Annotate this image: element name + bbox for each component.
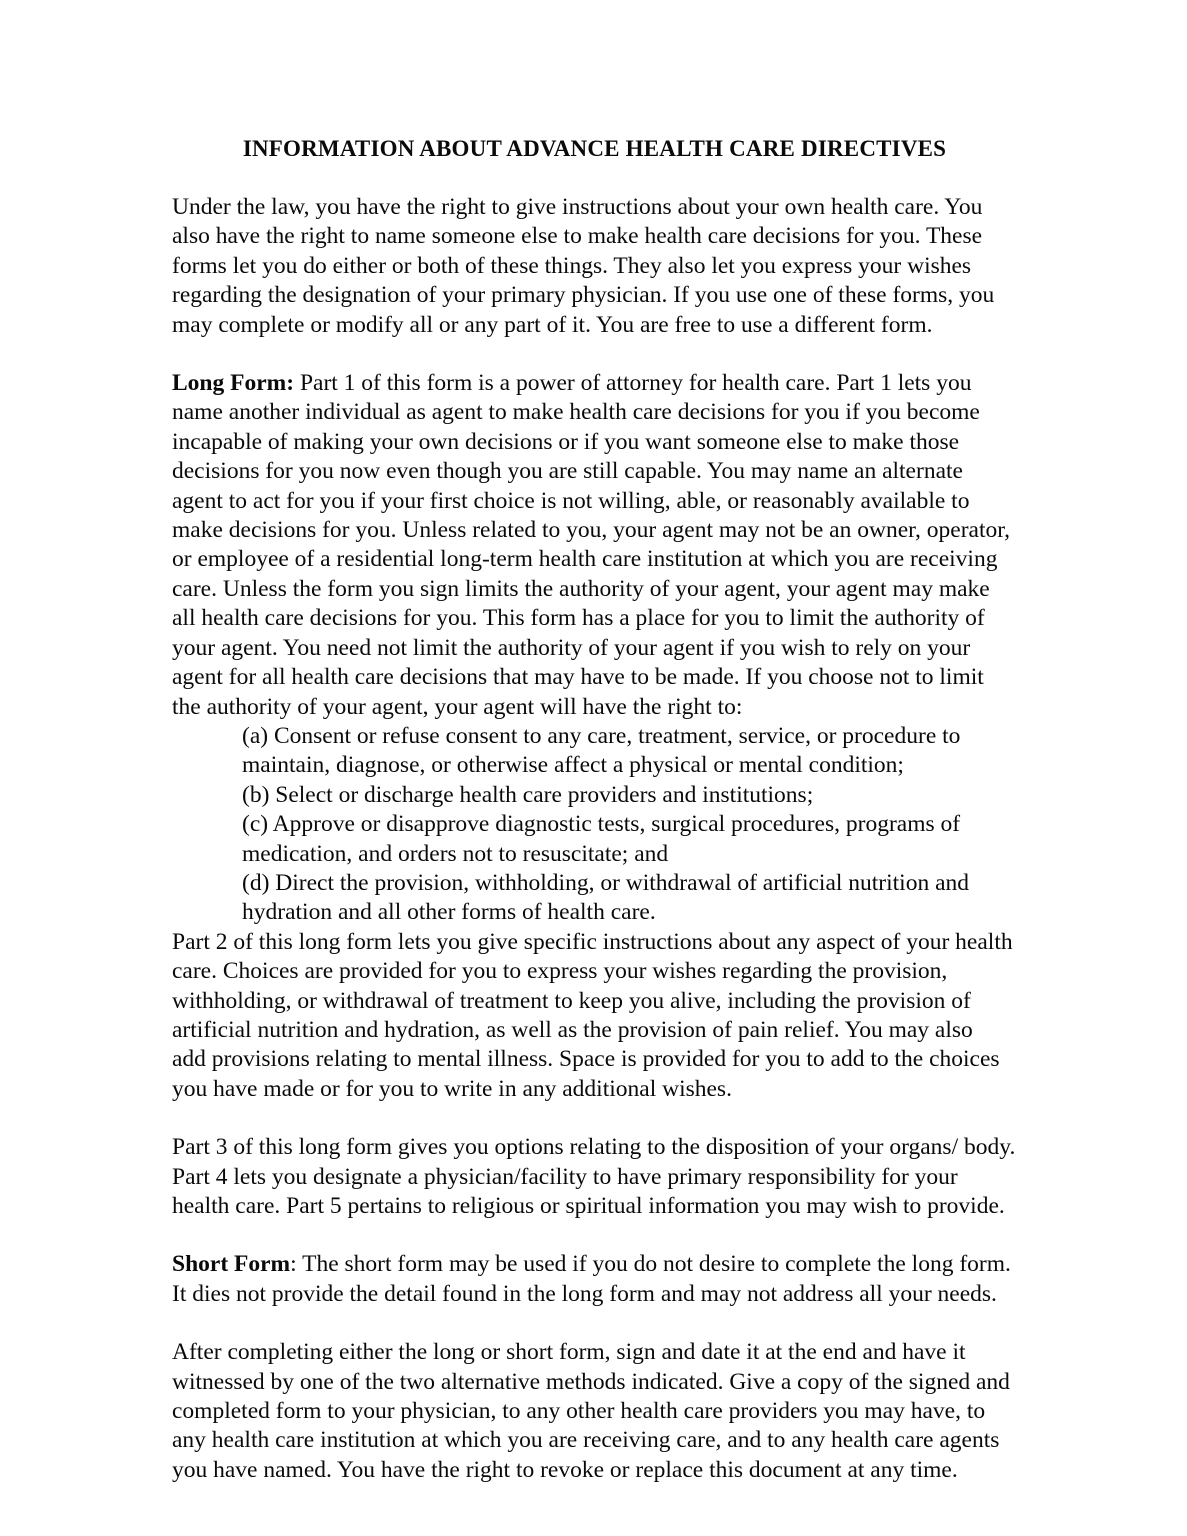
- text-line: Part 3 of this long form gives you options relating to the disposition of your organs/ body.: [172, 1134, 1016, 1161]
- text-line: you have named. You have the right to revoke or replace this document at any time.: [172, 1456, 958, 1483]
- text-line: the authority of your agent, your agent will have the right to:: [172, 693, 743, 720]
- text-line: decisions for you now even though you are still capable. You may name an alternate: [172, 458, 963, 485]
- text-line: may complete or modify all or any part of it. You are free to use a different form.: [172, 311, 933, 338]
- paragraph-long-form: [172, 369, 1017, 722]
- text-line: also have the right to name someone else to make health care decisions for you. These: [172, 223, 983, 250]
- text-line: care. Unless the form you sign limits the authority of your agent, your agent may make: [172, 575, 990, 602]
- long-form-heading-label: Long Form:: [172, 370, 295, 397]
- text-line: [172, 1250, 1017, 1279]
- document-body: [172, 134, 1017, 1514]
- paragraph-part-two: [172, 928, 1017, 1104]
- text-line: care. Choices are provided for you to express your wishes regarding the provision,: [172, 958, 948, 985]
- page-title: INFORMATION ABOUT ADVANCE HEALTH CARE DIRECTIVES: [242, 136, 947, 161]
- text-line: agent to act for you if your first choice is not willing, able, or reasonably available to: [172, 487, 970, 514]
- list-item: hydration and all other forms of health care.: [242, 899, 656, 926]
- text-line: regarding the designation of your primary physician. If you use one of these forms, you: [172, 282, 995, 309]
- text-line: or employee of a residential long-term health care institution at which you are receiving: [172, 546, 998, 573]
- paragraph-parts-three-four-five: [172, 1133, 1017, 1221]
- list-item: (d) Direct the provision, withholding, or withdrawal of artificial nutrition and: [242, 869, 970, 896]
- text-line: you have made or for you to write in any additional wishes.: [172, 1075, 732, 1102]
- text-line: witnessed by one of the two alternative methods indicated. Give a copy of the signed and: [172, 1368, 1010, 1395]
- paragraph-intro: [172, 193, 1017, 340]
- list-item: maintain, diagnose, or otherwise affect a physical or mental condition;: [242, 752, 904, 779]
- list-item: (a) Consent or refuse consent to any care, treatment, service, or procedure to: [242, 722, 961, 749]
- text-line: add provisions relating to mental illness. Space is provided for you to add to the choices: [172, 1046, 1000, 1073]
- list-item: medication, and orders not to resuscitate; and: [242, 840, 669, 867]
- text-line: Part 4 lets you designate a physician/facility to have primary responsibility for your: [172, 1163, 958, 1190]
- text-line: make decisions for you. Unless related to you, your agent may not be an owner, operator,: [172, 517, 1011, 544]
- text-line: [172, 369, 1017, 398]
- text-line: completed form to your physician, to any other health care providers you may have, to: [172, 1398, 986, 1425]
- list-item: (c) Approve or disapprove diagnostic tests, surgical procedures, programs of: [242, 811, 961, 838]
- text-line: artificial nutrition and hydration, as well as the provision of pain relief. You may also: [172, 1016, 973, 1043]
- text-line: forms let you do either or both of these things. They also let you express your wishes: [172, 252, 972, 279]
- text-fragment: : The short form may be used if you do not desire to complete the long form.: [290, 1251, 1011, 1278]
- paragraph-short-form: [172, 1250, 1017, 1309]
- text-line: your agent. You need not limit the authority of your agent if you wish to rely on your: [172, 634, 971, 661]
- text-line: all health care decisions for you. This form has a place for you to limit the authority of: [172, 605, 985, 632]
- text-line: name another individual as agent to make health care decisions for you if you become: [172, 399, 980, 426]
- text-fragment: Part 1 of this form is a power of attorney for health care. Part 1 lets you: [294, 370, 972, 397]
- short-form-heading-label: Short Form: [172, 1251, 291, 1278]
- text-line: After completing either the long or short form, sign and date it at the end and have it: [172, 1339, 966, 1366]
- text-line: withholding, or withdrawal of treatment to keep you alive, including the provision of: [172, 987, 971, 1014]
- list-item: (b) Select or discharge health care providers and institutions;: [242, 781, 814, 808]
- text-line: Under the law, you have the right to give instructions about your own health care. You: [172, 194, 983, 220]
- text-line: Part 2 of this long form lets you give specific instructions about any aspect of your health: [172, 928, 1013, 955]
- paragraph-closing: [172, 1338, 1017, 1485]
- agent-rights-list: [172, 722, 1017, 928]
- text-line: agent for all health care decisions that may have to be made. If you choose not to limit: [172, 664, 984, 691]
- text-line: It dies not provide the detail found in the long form and may not address all your needs.: [172, 1280, 997, 1307]
- text-line: any health care institution at which you are receiving care, and to any health care agents: [172, 1427, 1000, 1454]
- text-line: incapable of making your own decisions or if you want someone else to make those: [172, 428, 960, 455]
- text-line: health care. Part 5 pertains to religious or spiritual information you may wish to provide.: [172, 1193, 1005, 1219]
